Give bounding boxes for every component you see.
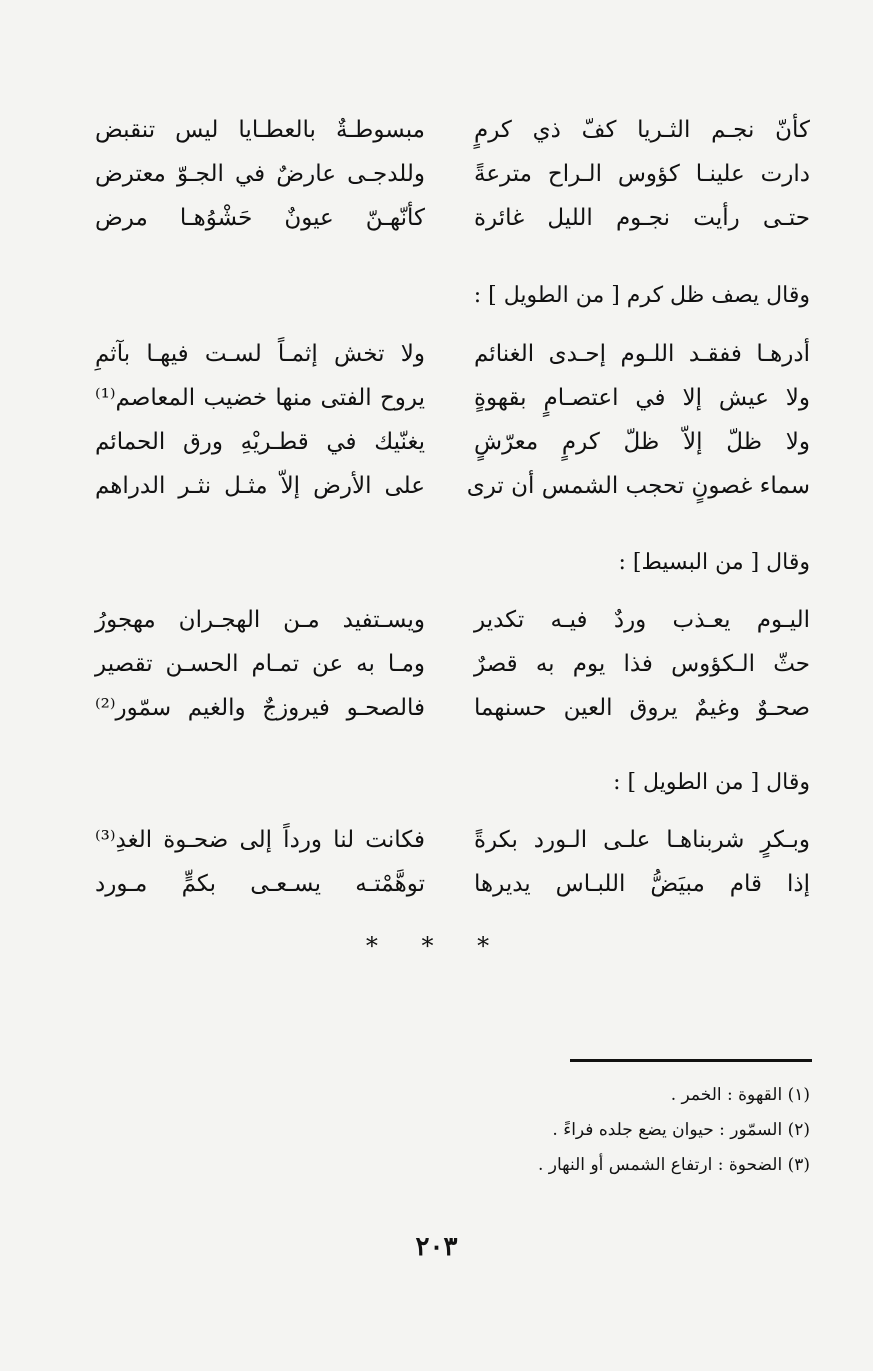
verse-line xyxy=(95,642,810,686)
verse-line xyxy=(95,464,810,508)
verse-first-hemistich: سماء غصونٍ تحجب الشمس أن ترى xyxy=(466,473,810,499)
verse-first-hemistich: حثّ الـكؤوس فذا يوم به قصرٌ xyxy=(474,651,810,677)
verse-first-hemistich: اليـوم يعـذب وردٌ فيـه تكدير xyxy=(474,607,810,633)
verse-second-hemistich: يغنّيك في قطـريْهِ ورق الحمائم xyxy=(95,429,425,455)
verse-second-hemistich: وللدجـى عارضٌ في الجـوّ معترض xyxy=(95,161,425,187)
verse-first-hemistich: ولا عيش إلا في اعتصـامٍ بقهوةٍ xyxy=(474,385,810,411)
verse-second-hemistich: كأنّهـنّ عيونٌ حَشْوُهـا مرض xyxy=(95,205,425,231)
verse-line xyxy=(95,420,810,464)
verse-first-hemistich: حتـى رأيت نجـوم الليل غائرة xyxy=(474,205,810,231)
verse-second-hemistich: ولا تخش إثمـاً لسـت فيهـا بآثمِ xyxy=(95,341,425,367)
verse-line xyxy=(95,332,810,376)
verse-first-hemistich: إذا قام مبيَضُّ اللبـاس يديرها xyxy=(474,871,810,897)
footnote-2: (٢) السمّور : حيوان يضع جلده فراءً . xyxy=(552,1120,810,1140)
verse-line xyxy=(95,152,810,196)
footnote-1: (١) القهوة : الخمر . xyxy=(670,1085,810,1105)
verse-second-hemistich: يروح الفتى منها خضيب المعاصم⁽¹⁾ xyxy=(95,385,425,411)
verse-first-hemistich: صحـوٌ وغيمٌ يروق العين حسنهما xyxy=(474,695,810,721)
poem-stanza-4 xyxy=(95,818,810,906)
poem-intro-4: وقال [ من الطويل ] : xyxy=(613,770,810,795)
poem-stanza-2 xyxy=(95,332,810,508)
verse-line xyxy=(95,862,810,906)
verse-first-hemistich: كأنّ نجـم الثـريا كفّ ذي كرمٍ xyxy=(474,117,810,143)
verse-line xyxy=(95,818,810,862)
verse-first-hemistich: ولا ظلّ إلاّ ظلّ كرمٍ معرّشٍ xyxy=(474,429,810,455)
verse-second-hemistich: فالصحـو فيروزجٌ والغيم سمّور⁽²⁾ xyxy=(95,695,425,721)
poem-intro-2: وقال يصف ظل كرم [ من الطويل ] : xyxy=(473,283,810,308)
verse-second-hemistich: توهَّمْتـه يسـعـى بكمٍّ مـورد xyxy=(95,871,425,897)
verse-second-hemistich: فكانت لنا ورداً إلى ضحـوة الغدِ⁽³⁾ xyxy=(95,827,425,853)
poem-stanza-1 xyxy=(95,108,810,240)
verse-line xyxy=(95,598,810,642)
verse-second-hemistich: ومـا به عن تمـام الحسـن تقصير xyxy=(95,651,425,677)
verse-first-hemistich: أدرهـا ففقـد اللـوم إحـدى الغنائم xyxy=(474,341,810,367)
footnote-divider xyxy=(570,1059,812,1062)
section-separator: * * * xyxy=(365,932,508,960)
verse-line xyxy=(95,108,810,152)
verse-first-hemistich: وبـكرٍ شربناهـا علـى الـورد بكرةً xyxy=(474,827,810,853)
footnote-3: (٣) الضحوة : ارتفاع الشمس أو النهار . xyxy=(537,1155,810,1175)
poem-stanza-3 xyxy=(95,598,810,730)
verse-line xyxy=(95,376,810,420)
verse-line xyxy=(95,686,810,730)
footnotes xyxy=(538,1078,810,1183)
verse-second-hemistich: مبسوطـةٌ بالعطـايا ليس تنقبض xyxy=(95,117,425,143)
verse-first-hemistich: دارت علينـا كؤوس الـراح مترعةً xyxy=(474,161,810,187)
page-number: ٢٠٣ xyxy=(415,1232,458,1262)
verse-line xyxy=(95,196,810,240)
verse-second-hemistich: على الأرض إلاّ مثـل نثـر الدراهم xyxy=(95,473,425,499)
verse-second-hemistich: ويسـتفيد مـن الهجـران مهجورُ xyxy=(95,607,425,633)
poem-intro-3: وقال [ من البسيط] : xyxy=(618,550,810,575)
